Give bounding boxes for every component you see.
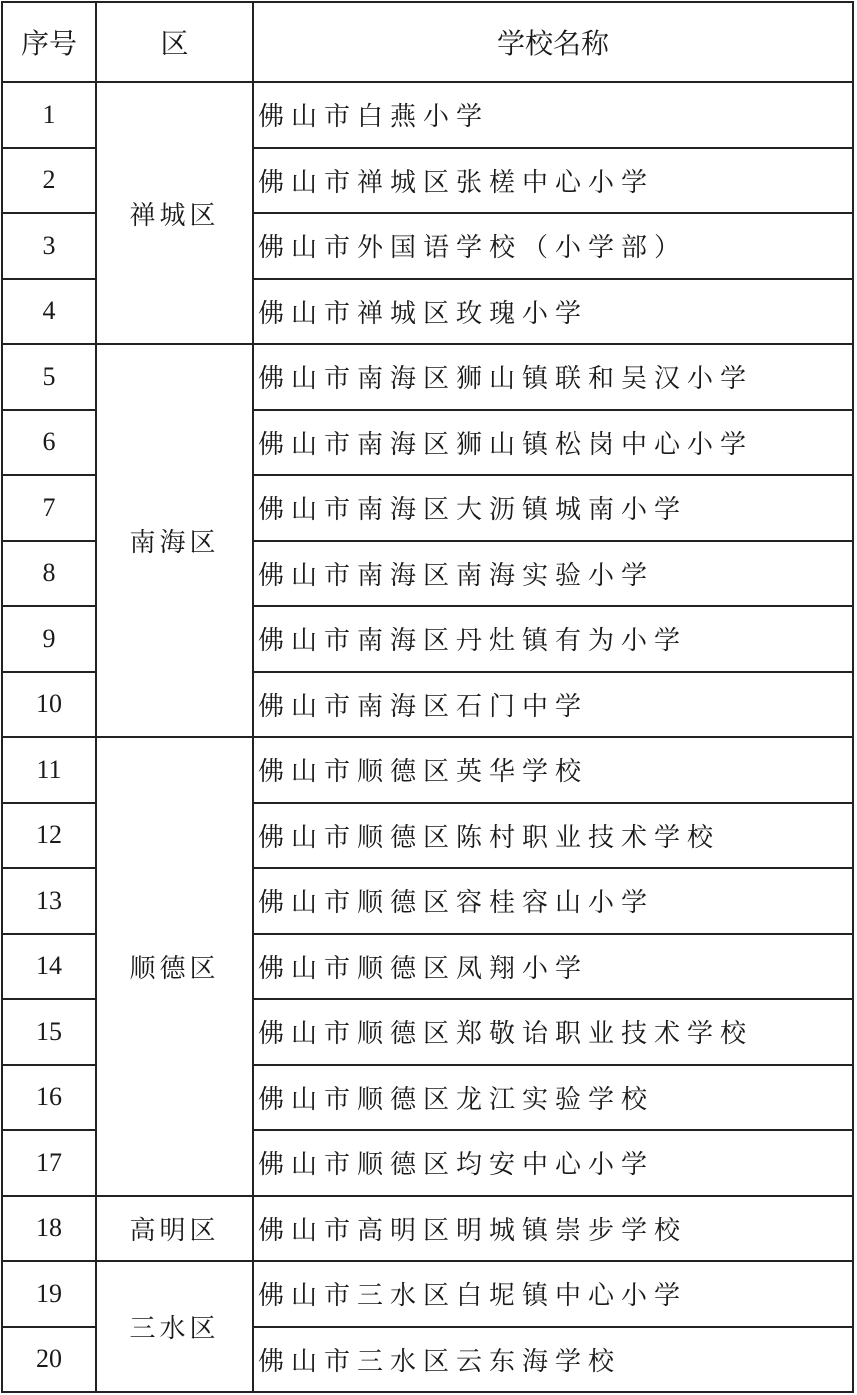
school-name: 佛山市南海区狮山镇联和吴汉小学 xyxy=(253,344,853,410)
table-row xyxy=(2,737,853,803)
row-index: 10 xyxy=(2,672,96,738)
school-name: 佛山市顺德区龙江实验学校 xyxy=(253,1065,853,1131)
row-index: 4 xyxy=(2,279,96,345)
school-name: 佛山市顺德区英华学校 xyxy=(253,737,853,803)
header-row xyxy=(2,2,853,82)
table-row xyxy=(2,1196,853,1262)
district-cell: 顺德区 xyxy=(96,737,253,1196)
row-index: 12 xyxy=(2,803,96,869)
row-index: 18 xyxy=(2,1196,96,1262)
school-name: 佛山市南海区丹灶镇有为小学 xyxy=(253,606,853,672)
row-index: 8 xyxy=(2,541,96,607)
header-index: 序号 xyxy=(2,2,96,82)
school-name: 佛山市外国语学校（小学部） xyxy=(253,213,853,279)
row-index: 5 xyxy=(2,344,96,410)
header-district: 区 xyxy=(96,2,253,82)
table-row xyxy=(2,344,853,410)
row-index: 13 xyxy=(2,868,96,934)
row-index: 16 xyxy=(2,1065,96,1131)
table-row xyxy=(2,1261,853,1327)
row-index: 15 xyxy=(2,999,96,1065)
row-index: 17 xyxy=(2,1130,96,1196)
school-name: 佛山市顺德区均安中心小学 xyxy=(253,1130,853,1196)
row-index: 9 xyxy=(2,606,96,672)
school-name: 佛山市禅城区玫瑰小学 xyxy=(253,279,853,345)
school-name: 佛山市南海区大沥镇城南小学 xyxy=(253,475,853,541)
school-name: 佛山市顺德区郑敬诒职业技术学校 xyxy=(253,999,853,1065)
row-index: 1 xyxy=(2,82,96,148)
row-index: 6 xyxy=(2,410,96,476)
school-name: 佛山市三水区云东海学校 xyxy=(253,1327,853,1393)
district-cell: 南海区 xyxy=(96,344,253,737)
table-row xyxy=(2,82,853,148)
school-name: 佛山市南海区狮山镇松岗中心小学 xyxy=(253,410,853,476)
row-index: 11 xyxy=(2,737,96,803)
school-name: 佛山市顺德区陈村职业技术学校 xyxy=(253,803,853,869)
school-name: 佛山市高明区明城镇崇步学校 xyxy=(253,1196,853,1262)
district-cell: 三水区 xyxy=(96,1261,253,1392)
row-index: 2 xyxy=(2,148,96,214)
school-name: 佛山市三水区白坭镇中心小学 xyxy=(253,1261,853,1327)
district-cell: 高明区 xyxy=(96,1196,253,1262)
school-name: 佛山市顺德区凤翔小学 xyxy=(253,934,853,1000)
row-index: 7 xyxy=(2,475,96,541)
row-index: 3 xyxy=(2,213,96,279)
header-school: 学校名称 xyxy=(253,2,853,82)
row-index: 19 xyxy=(2,1261,96,1327)
school-name: 佛山市顺德区容桂容山小学 xyxy=(253,868,853,934)
school-list-table xyxy=(1,1,854,1393)
district-cell: 禅城区 xyxy=(96,82,253,344)
school-name: 佛山市南海区南海实验小学 xyxy=(253,541,853,607)
school-name: 佛山市白燕小学 xyxy=(253,82,853,148)
row-index: 20 xyxy=(2,1327,96,1393)
row-index: 14 xyxy=(2,934,96,1000)
school-name: 佛山市南海区石门中学 xyxy=(253,672,853,738)
school-name: 佛山市禅城区张槎中心小学 xyxy=(253,148,853,214)
